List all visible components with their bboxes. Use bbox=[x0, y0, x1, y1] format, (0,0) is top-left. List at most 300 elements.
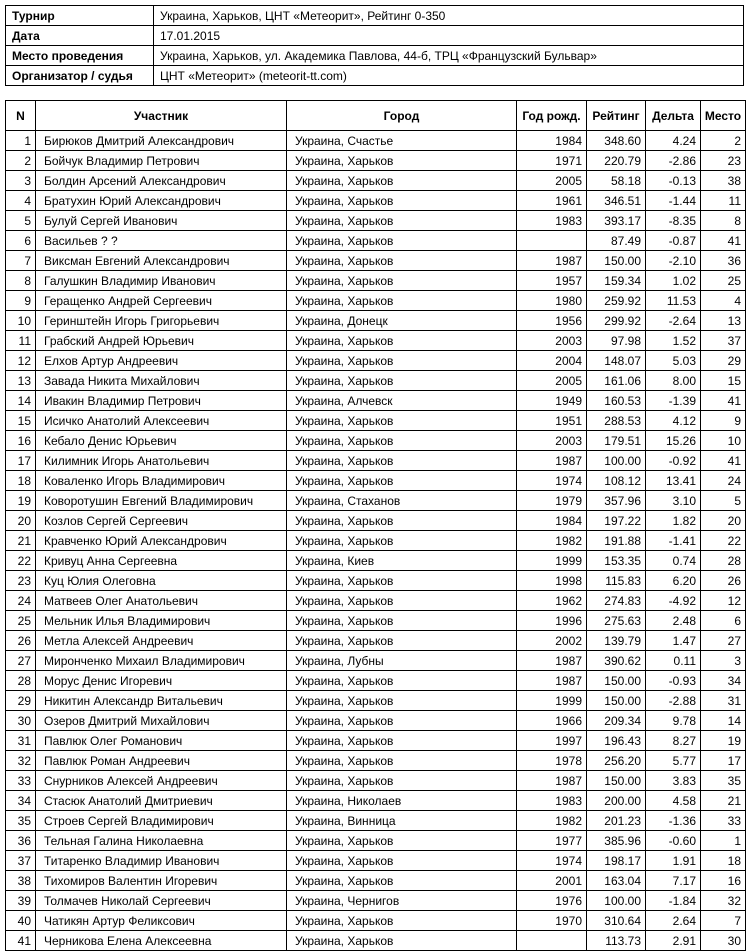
cell-number: 2 bbox=[6, 151, 36, 171]
cell-city: Украина, Харьков bbox=[287, 591, 517, 611]
table-row bbox=[6, 451, 746, 471]
cell-delta: -4.92 bbox=[646, 591, 701, 611]
cell-number: 11 bbox=[6, 331, 36, 351]
cell-participant: Тельная Галина Николаевна bbox=[36, 831, 287, 851]
cell-number: 41 bbox=[6, 931, 36, 951]
table-row bbox=[6, 291, 746, 311]
cell-delta: 1.91 bbox=[646, 851, 701, 871]
cell-rating: 259.92 bbox=[587, 291, 646, 311]
cell-delta: 2.64 bbox=[646, 911, 701, 931]
cell-number: 8 bbox=[6, 271, 36, 291]
cell-birth-year: 1987 bbox=[517, 771, 587, 791]
table-row bbox=[6, 891, 746, 911]
cell-participant: Килимник Игорь Анатольевич bbox=[36, 451, 287, 471]
cell-rating: 191.88 bbox=[587, 531, 646, 551]
cell-place: 16 bbox=[701, 871, 746, 891]
table-row bbox=[6, 311, 746, 331]
cell-participant: Коворотушин Евгений Владимирович bbox=[36, 491, 287, 511]
cell-birth-year: 1961 bbox=[517, 191, 587, 211]
cell-delta: -0.87 bbox=[646, 231, 701, 251]
cell-place: 29 bbox=[701, 351, 746, 371]
cell-delta: 13.41 bbox=[646, 471, 701, 491]
cell-city: Украина, Стаханов bbox=[287, 491, 517, 511]
cell-participant: Тихомиров Валентин Игоревич bbox=[36, 871, 287, 891]
cell-place: 6 bbox=[701, 611, 746, 631]
cell-delta: 1.47 bbox=[646, 631, 701, 651]
cell-number: 6 bbox=[6, 231, 36, 251]
cell-participant: Озеров Дмитрий Михайлович bbox=[36, 711, 287, 731]
cell-rating: 150.00 bbox=[587, 251, 646, 271]
cell-delta: -2.64 bbox=[646, 311, 701, 331]
cell-birth-year: 1982 bbox=[517, 531, 587, 551]
cell-rating: 150.00 bbox=[587, 771, 646, 791]
cell-city: Украина, Харьков bbox=[287, 331, 517, 351]
cell-number: 32 bbox=[6, 751, 36, 771]
cell-rating: 113.73 bbox=[587, 931, 646, 951]
cell-delta: -2.88 bbox=[646, 691, 701, 711]
table-row bbox=[6, 351, 746, 371]
cell-city: Украина, Харьков bbox=[287, 531, 517, 551]
cell-rating: 346.51 bbox=[587, 191, 646, 211]
cell-city: Украина, Харьков bbox=[287, 231, 517, 251]
cell-participant: Ивакин Владимир Петрович bbox=[36, 391, 287, 411]
cell-place: 38 bbox=[701, 171, 746, 191]
cell-birth-year: 1998 bbox=[517, 571, 587, 591]
cell-city: Украина, Харьков bbox=[287, 871, 517, 891]
info-label: Дата bbox=[6, 26, 154, 46]
cell-place: 9 bbox=[701, 411, 746, 431]
cell-delta: -2.86 bbox=[646, 151, 701, 171]
cell-delta: -1.44 bbox=[646, 191, 701, 211]
cell-city: Украина, Харьков bbox=[287, 691, 517, 711]
cell-rating: 163.04 bbox=[587, 871, 646, 891]
cell-number: 20 bbox=[6, 511, 36, 531]
cell-place: 25 bbox=[701, 271, 746, 291]
cell-rating: 201.23 bbox=[587, 811, 646, 831]
cell-delta: 6.20 bbox=[646, 571, 701, 591]
cell-rating: 150.00 bbox=[587, 671, 646, 691]
cell-city: Украина, Харьков bbox=[287, 731, 517, 751]
table-row bbox=[6, 911, 746, 931]
cell-birth-year: 2005 bbox=[517, 371, 587, 391]
cell-delta: 9.78 bbox=[646, 711, 701, 731]
cell-delta: 11.53 bbox=[646, 291, 701, 311]
header-col-city: Город bbox=[287, 101, 517, 131]
cell-birth-year: 1974 bbox=[517, 471, 587, 491]
cell-number: 16 bbox=[6, 431, 36, 451]
cell-participant: Булуй Сергей Иванович bbox=[36, 211, 287, 231]
cell-place: 14 bbox=[701, 711, 746, 731]
cell-birth-year: 1984 bbox=[517, 511, 587, 531]
cell-number: 12 bbox=[6, 351, 36, 371]
cell-place: 17 bbox=[701, 751, 746, 771]
cell-birth-year: 1949 bbox=[517, 391, 587, 411]
cell-participant: Бойчук Владимир Петрович bbox=[36, 151, 287, 171]
results-header-row bbox=[6, 101, 746, 131]
cell-number: 21 bbox=[6, 531, 36, 551]
cell-birth-year: 1956 bbox=[517, 311, 587, 331]
table-row bbox=[6, 491, 746, 511]
table-row bbox=[6, 411, 746, 431]
cell-city: Украина, Харьков bbox=[287, 611, 517, 631]
cell-participant: Кебало Денис Юрьевич bbox=[36, 431, 287, 451]
cell-participant: Никитин Александр Витальевич bbox=[36, 691, 287, 711]
cell-rating: 150.00 bbox=[587, 691, 646, 711]
info-row-organizer bbox=[6, 66, 744, 86]
table-row bbox=[6, 251, 746, 271]
cell-participant: Бирюков Дмитрий Александрович bbox=[36, 131, 287, 151]
cell-participant: Морус Денис Игоревич bbox=[36, 671, 287, 691]
cell-rating: 108.12 bbox=[587, 471, 646, 491]
cell-delta: 1.02 bbox=[646, 271, 701, 291]
cell-city: Украина, Харьков bbox=[287, 371, 517, 391]
cell-birth-year bbox=[517, 931, 587, 951]
cell-delta: -8.35 bbox=[646, 211, 701, 231]
cell-city: Украина, Чернигов bbox=[287, 891, 517, 911]
header-col-rating: Рейтинг bbox=[587, 101, 646, 131]
cell-city: Украина, Харьков bbox=[287, 931, 517, 951]
cell-birth-year: 1996 bbox=[517, 611, 587, 631]
cell-participant: Братухин Юрий Александрович bbox=[36, 191, 287, 211]
table-row bbox=[6, 591, 746, 611]
cell-participant: Геринштейн Игорь Григорьевич bbox=[36, 311, 287, 331]
cell-rating: 161.06 bbox=[587, 371, 646, 391]
cell-delta: -2.10 bbox=[646, 251, 701, 271]
table-row bbox=[6, 731, 746, 751]
results-table bbox=[5, 100, 746, 951]
cell-rating: 58.18 bbox=[587, 171, 646, 191]
cell-place: 37 bbox=[701, 331, 746, 351]
cell-city: Украина, Харьков bbox=[287, 511, 517, 531]
cell-delta: 8.27 bbox=[646, 731, 701, 751]
cell-place: 28 bbox=[701, 551, 746, 571]
cell-participant: Снурников Алексей Андреевич bbox=[36, 771, 287, 791]
cell-rating: 153.35 bbox=[587, 551, 646, 571]
cell-birth-year bbox=[517, 231, 587, 251]
cell-birth-year: 2001 bbox=[517, 871, 587, 891]
cell-participant: Завада Никита Михайлович bbox=[36, 371, 287, 391]
cell-number: 22 bbox=[6, 551, 36, 571]
cell-participant: Кравченко Юрий Александрович bbox=[36, 531, 287, 551]
cell-place: 22 bbox=[701, 531, 746, 551]
cell-number: 31 bbox=[6, 731, 36, 751]
cell-number: 27 bbox=[6, 651, 36, 671]
table-row bbox=[6, 531, 746, 551]
cell-rating: 196.43 bbox=[587, 731, 646, 751]
table-row bbox=[6, 571, 746, 591]
cell-place: 15 bbox=[701, 371, 746, 391]
cell-delta: 2.48 bbox=[646, 611, 701, 631]
cell-birth-year: 1974 bbox=[517, 851, 587, 871]
info-row-tournament bbox=[6, 6, 744, 26]
cell-participant: Кривуц Анна Сергеевна bbox=[36, 551, 287, 571]
table-row bbox=[6, 751, 746, 771]
tournament-info-table bbox=[5, 5, 744, 86]
cell-rating: 390.62 bbox=[587, 651, 646, 671]
cell-city: Украина, Харьков bbox=[287, 471, 517, 491]
header-col-delta: Дельта bbox=[646, 101, 701, 131]
cell-rating: 209.34 bbox=[587, 711, 646, 731]
cell-city: Украина, Харьков bbox=[287, 271, 517, 291]
info-row-date bbox=[6, 26, 744, 46]
cell-birth-year: 1971 bbox=[517, 151, 587, 171]
cell-participant: Исичко Анатолий Алексеевич bbox=[36, 411, 287, 431]
cell-delta: 0.11 bbox=[646, 651, 701, 671]
cell-participant: Васильев ? ? bbox=[36, 231, 287, 251]
cell-city: Украина, Донецк bbox=[287, 311, 517, 331]
cell-number: 24 bbox=[6, 591, 36, 611]
table-row bbox=[6, 671, 746, 691]
cell-rating: 348.60 bbox=[587, 131, 646, 151]
cell-number: 39 bbox=[6, 891, 36, 911]
table-row bbox=[6, 331, 746, 351]
cell-number: 30 bbox=[6, 711, 36, 731]
info-label: Организатор / судья bbox=[6, 66, 154, 86]
info-label: Турнир bbox=[6, 6, 154, 26]
table-row bbox=[6, 691, 746, 711]
cell-rating: 160.53 bbox=[587, 391, 646, 411]
cell-birth-year: 1979 bbox=[517, 491, 587, 511]
cell-city: Украина, Лубны bbox=[287, 651, 517, 671]
cell-number: 35 bbox=[6, 811, 36, 831]
cell-rating: 393.17 bbox=[587, 211, 646, 231]
cell-delta: -1.84 bbox=[646, 891, 701, 911]
cell-number: 25 bbox=[6, 611, 36, 631]
table-row bbox=[6, 431, 746, 451]
cell-place: 7 bbox=[701, 911, 746, 931]
cell-place: 20 bbox=[701, 511, 746, 531]
cell-birth-year: 1999 bbox=[517, 691, 587, 711]
cell-place: 21 bbox=[701, 791, 746, 811]
cell-city: Украина, Николаев bbox=[287, 791, 517, 811]
cell-participant: Козлов Сергей Сергеевич bbox=[36, 511, 287, 531]
cell-city: Украина, Харьков bbox=[287, 191, 517, 211]
cell-city: Украина, Харьков bbox=[287, 671, 517, 691]
cell-rating: 100.00 bbox=[587, 891, 646, 911]
cell-delta: -1.39 bbox=[646, 391, 701, 411]
cell-birth-year: 1987 bbox=[517, 451, 587, 471]
info-row-venue bbox=[6, 46, 744, 66]
table-row bbox=[6, 231, 746, 251]
cell-birth-year: 1997 bbox=[517, 731, 587, 751]
cell-birth-year: 2003 bbox=[517, 431, 587, 451]
table-row bbox=[6, 831, 746, 851]
cell-delta: 5.03 bbox=[646, 351, 701, 371]
cell-number: 1 bbox=[6, 131, 36, 151]
cell-city: Украина, Винница bbox=[287, 811, 517, 831]
cell-city: Украина, Харьков bbox=[287, 171, 517, 191]
info-value: 17.01.2015 bbox=[154, 26, 744, 46]
cell-place: 41 bbox=[701, 231, 746, 251]
cell-number: 36 bbox=[6, 831, 36, 851]
cell-place: 41 bbox=[701, 391, 746, 411]
cell-delta: 3.83 bbox=[646, 771, 701, 791]
cell-birth-year: 1987 bbox=[517, 671, 587, 691]
cell-number: 33 bbox=[6, 771, 36, 791]
table-row bbox=[6, 811, 746, 831]
cell-place: 36 bbox=[701, 251, 746, 271]
cell-rating: 256.20 bbox=[587, 751, 646, 771]
cell-place: 27 bbox=[701, 631, 746, 651]
info-value: Украина, Харьков, ЦНТ «Метеорит», Рейтинг 0-350 bbox=[154, 6, 744, 26]
cell-participant: Миронченко Михаил Владимирович bbox=[36, 651, 287, 671]
info-value: ЦНТ «Метеорит» (meteorit-tt.com) bbox=[154, 66, 744, 86]
cell-participant: Коваленко Игорь Владимирович bbox=[36, 471, 287, 491]
table-row bbox=[6, 271, 746, 291]
cell-place: 1 bbox=[701, 831, 746, 851]
cell-city: Украина, Харьков bbox=[287, 431, 517, 451]
cell-rating: 139.79 bbox=[587, 631, 646, 651]
cell-city: Украина, Харьков bbox=[287, 151, 517, 171]
cell-place: 13 bbox=[701, 311, 746, 331]
cell-place: 26 bbox=[701, 571, 746, 591]
cell-delta: 1.52 bbox=[646, 331, 701, 351]
cell-participant: Мельник Илья Владимирович bbox=[36, 611, 287, 631]
cell-place: 30 bbox=[701, 931, 746, 951]
cell-number: 13 bbox=[6, 371, 36, 391]
cell-delta: 4.12 bbox=[646, 411, 701, 431]
cell-participant: Метла Алексей Андреевич bbox=[36, 631, 287, 651]
header-col-number: N bbox=[6, 101, 36, 131]
table-row bbox=[6, 931, 746, 951]
cell-participant: Грабский Андрей Юрьевич bbox=[36, 331, 287, 351]
cell-birth-year: 1978 bbox=[517, 751, 587, 771]
cell-delta: -0.13 bbox=[646, 171, 701, 191]
cell-number: 18 bbox=[6, 471, 36, 491]
cell-city: Украина, Харьков bbox=[287, 571, 517, 591]
cell-rating: 288.53 bbox=[587, 411, 646, 431]
cell-number: 34 bbox=[6, 791, 36, 811]
cell-number: 15 bbox=[6, 411, 36, 431]
cell-place: 12 bbox=[701, 591, 746, 611]
cell-number: 17 bbox=[6, 451, 36, 471]
cell-participant: Строев Сергей Владимирович bbox=[36, 811, 287, 831]
cell-number: 10 bbox=[6, 311, 36, 331]
cell-delta: 8.00 bbox=[646, 371, 701, 391]
table-row bbox=[6, 771, 746, 791]
cell-rating: 100.00 bbox=[587, 451, 646, 471]
cell-birth-year: 1999 bbox=[517, 551, 587, 571]
cell-city: Украина, Киев bbox=[287, 551, 517, 571]
cell-place: 35 bbox=[701, 771, 746, 791]
cell-place: 41 bbox=[701, 451, 746, 471]
cell-rating: 275.63 bbox=[587, 611, 646, 631]
table-row bbox=[6, 711, 746, 731]
cell-birth-year: 1962 bbox=[517, 591, 587, 611]
cell-participant: Павлюк Роман Андреевич bbox=[36, 751, 287, 771]
cell-birth-year: 2005 bbox=[517, 171, 587, 191]
cell-rating: 197.22 bbox=[587, 511, 646, 531]
cell-city: Украина, Харьков bbox=[287, 711, 517, 731]
cell-participant: Галушкин Владимир Иванович bbox=[36, 271, 287, 291]
table-row bbox=[6, 851, 746, 871]
cell-delta: 15.26 bbox=[646, 431, 701, 451]
cell-number: 9 bbox=[6, 291, 36, 311]
table-row bbox=[6, 651, 746, 671]
cell-participant: Стасюк Анатолий Дмитриевич bbox=[36, 791, 287, 811]
cell-birth-year: 2004 bbox=[517, 351, 587, 371]
cell-city: Украина, Харьков bbox=[287, 751, 517, 771]
header-col-participant: Участник bbox=[36, 101, 287, 131]
table-row bbox=[6, 151, 746, 171]
cell-city: Украина, Харьков bbox=[287, 411, 517, 431]
cell-participant: Павлюк Олег Романович bbox=[36, 731, 287, 751]
table-row bbox=[6, 211, 746, 231]
cell-place: 31 bbox=[701, 691, 746, 711]
cell-delta: -0.92 bbox=[646, 451, 701, 471]
table-row bbox=[6, 191, 746, 211]
cell-birth-year: 1982 bbox=[517, 811, 587, 831]
cell-number: 4 bbox=[6, 191, 36, 211]
cell-birth-year: 1977 bbox=[517, 831, 587, 851]
cell-rating: 299.92 bbox=[587, 311, 646, 331]
table-row bbox=[6, 171, 746, 191]
cell-delta: -0.93 bbox=[646, 671, 701, 691]
cell-participant: Куц Юлия Олеговна bbox=[36, 571, 287, 591]
cell-rating: 274.83 bbox=[587, 591, 646, 611]
cell-city: Украина, Харьков bbox=[287, 251, 517, 271]
table-row bbox=[6, 391, 746, 411]
cell-rating: 97.98 bbox=[587, 331, 646, 351]
cell-number: 7 bbox=[6, 251, 36, 271]
cell-place: 19 bbox=[701, 731, 746, 751]
cell-city: Украина, Алчевск bbox=[287, 391, 517, 411]
cell-delta: 1.82 bbox=[646, 511, 701, 531]
cell-place: 4 bbox=[701, 291, 746, 311]
cell-city: Украина, Харьков bbox=[287, 211, 517, 231]
info-label: Место проведения bbox=[6, 46, 154, 66]
cell-place: 18 bbox=[701, 851, 746, 871]
table-row bbox=[6, 511, 746, 531]
cell-delta: -1.41 bbox=[646, 531, 701, 551]
cell-participant: Толмачев Николай Сергеевич bbox=[36, 891, 287, 911]
cell-number: 5 bbox=[6, 211, 36, 231]
cell-delta: 2.91 bbox=[646, 931, 701, 951]
cell-rating: 310.64 bbox=[587, 911, 646, 931]
cell-delta: -0.60 bbox=[646, 831, 701, 851]
table-row bbox=[6, 611, 746, 631]
cell-delta: 5.77 bbox=[646, 751, 701, 771]
cell-birth-year: 1987 bbox=[517, 651, 587, 671]
table-row bbox=[6, 631, 746, 651]
cell-rating: 357.96 bbox=[587, 491, 646, 511]
cell-place: 3 bbox=[701, 651, 746, 671]
cell-place: 8 bbox=[701, 211, 746, 231]
cell-city: Украина, Харьков bbox=[287, 771, 517, 791]
cell-rating: 179.51 bbox=[587, 431, 646, 451]
cell-number: 3 bbox=[6, 171, 36, 191]
cell-participant: Виксман Евгений Александрович bbox=[36, 251, 287, 271]
cell-participant: Геращенко Андрей Сергеевич bbox=[36, 291, 287, 311]
header-col-place: Место bbox=[701, 101, 746, 131]
cell-birth-year: 1966 bbox=[517, 711, 587, 731]
cell-rating: 220.79 bbox=[587, 151, 646, 171]
cell-city: Украина, Харьков bbox=[287, 631, 517, 651]
cell-city: Украина, Харьков bbox=[287, 351, 517, 371]
cell-participant: Елхов Артур Андреевич bbox=[36, 351, 287, 371]
cell-place: 32 bbox=[701, 891, 746, 911]
cell-number: 29 bbox=[6, 691, 36, 711]
cell-delta: -1.36 bbox=[646, 811, 701, 831]
cell-number: 26 bbox=[6, 631, 36, 651]
cell-birth-year: 1983 bbox=[517, 791, 587, 811]
cell-city: Украина, Харьков bbox=[287, 851, 517, 871]
cell-number: 40 bbox=[6, 911, 36, 931]
table-row bbox=[6, 871, 746, 891]
cell-rating: 198.17 bbox=[587, 851, 646, 871]
cell-birth-year: 1970 bbox=[517, 911, 587, 931]
cell-rating: 385.96 bbox=[587, 831, 646, 851]
